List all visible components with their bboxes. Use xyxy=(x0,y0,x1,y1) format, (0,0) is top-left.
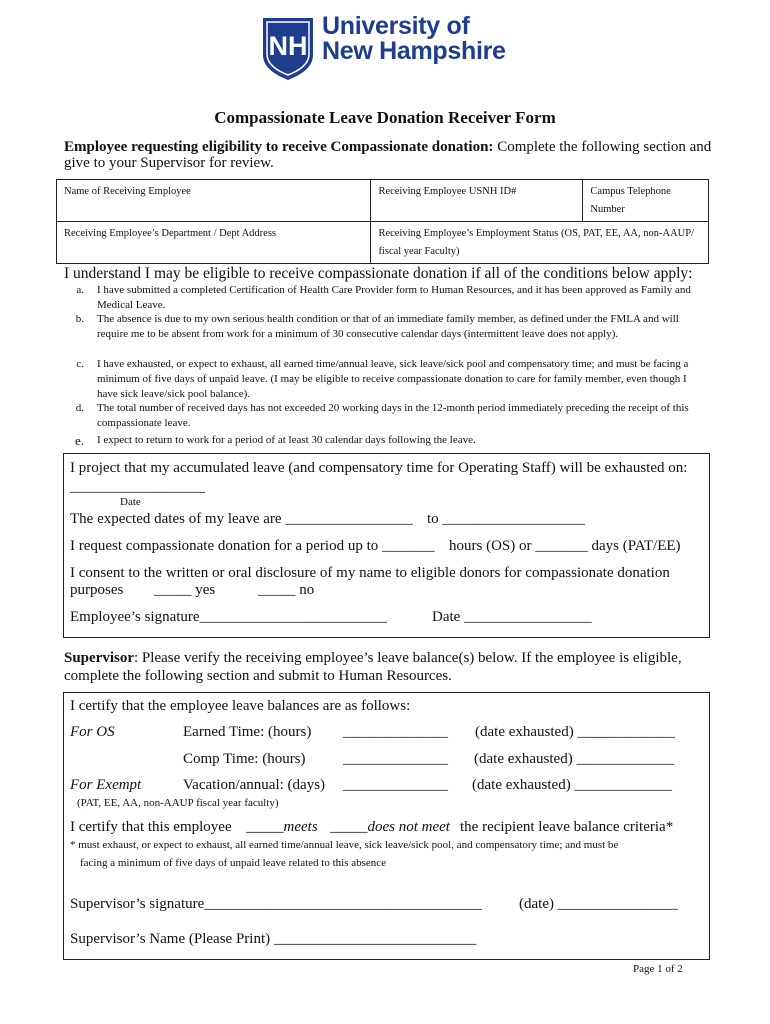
meets-criteria-field[interactable]: _____meets xyxy=(246,819,318,835)
leave-type-earned-time: Earned Time: (hours) xyxy=(183,724,312,740)
receiving-employee-name-field[interactable]: Name of Receiving Employee xyxy=(57,180,371,222)
leave-end-date-field[interactable]: to ___________________ xyxy=(427,511,585,527)
supervisor-signature-field[interactable]: Supervisor’s signature_____________________________________ xyxy=(70,896,482,912)
conditions-heading: I understand I may be eligible to receive compassionate donation if all of the conditions below apply: xyxy=(64,265,693,282)
university-name xyxy=(322,14,506,64)
earned-time-hours-field[interactable]: ______________ xyxy=(343,724,448,740)
exempt-note: (PAT, EE, AA, non-AAUP fiscal year faculty) xyxy=(77,797,279,809)
leave-type-comp-time: Comp Time: (hours) xyxy=(183,751,306,767)
certify-employee-label: I certify that this employee xyxy=(70,819,232,835)
employee-intro-rest: Complete the following section and give to your Supervisor for review. xyxy=(64,139,712,171)
consent-yes-field[interactable]: _____ yes xyxy=(154,582,216,598)
leave-type-vacation: Vacation/annual: (days) xyxy=(183,777,326,793)
certify-balances-heading: I certify that the employee leave balances are as follows: xyxy=(70,698,411,714)
department-address-field[interactable]: Receiving Employee’s Department / Dept Address xyxy=(57,222,371,264)
comp-time-hours-field[interactable]: ______________ xyxy=(343,751,448,767)
form-title: Compassionate Leave Donation Receiver Form xyxy=(214,108,556,127)
hours-days-field[interactable]: hours (OS) or _______ days (PAT/EE) xyxy=(449,538,681,554)
campus-telephone-field[interactable]: Campus Telephone Number xyxy=(583,180,709,222)
exhaustion-date-field[interactable]: __________________ xyxy=(70,479,205,495)
supervisor-name-field[interactable]: Supervisor’s Name (Please Print) ___________________________ xyxy=(70,931,477,947)
criteria-footnote-line2: facing a minimum of five days of unpaid leave related to this absence xyxy=(80,857,387,869)
employee-signature-field[interactable]: Employee’s signature_________________________ xyxy=(70,609,388,625)
consent-purposes: purposes xyxy=(70,582,124,598)
unh-shield-logo xyxy=(262,17,314,81)
employee-signature-date-field[interactable]: Date _________________ xyxy=(432,609,592,625)
group-label-os: For OS xyxy=(70,724,115,740)
criteria-footnote-line1: * must exhaust, or expect to exhaust, all earned time/annual leave, sick leave/sick pool, and compensatory time; and must be xyxy=(70,839,619,851)
employee-info-table xyxy=(56,179,709,264)
criteria-label: the recipient leave balance criteria* xyxy=(460,819,674,835)
leave-start-date-field[interactable]: The expected dates of my leave are _________________ xyxy=(70,511,413,527)
employment-status-field[interactable]: Receiving Employee’s Employment Status (OS, PAT, EE, AA, non-AAUP/ fiscal year Faculty) xyxy=(371,222,709,264)
usnh-id-field[interactable]: Receiving Employee USNH ID# xyxy=(371,180,583,222)
university-name-line2: New Hampshire xyxy=(322,37,506,65)
exhaustion-projection: I project that my accumulated leave (and compensatory time for Operating Staff) will be exhausted on: xyxy=(70,460,688,476)
comp-time-exhausted-field[interactable]: (date exhausted) _____________ xyxy=(474,751,674,767)
date-caption: Date xyxy=(120,496,141,508)
page-number: Page 1 of 2 xyxy=(633,963,683,975)
donation-period-field[interactable]: I request compassionate donation for a period up to _______ xyxy=(70,538,435,554)
supervisor-intro-rest: : Please verify the receiving employee’s leave balance(s) below. If the employee is eligible, complete the following section and submit to Human Resources. xyxy=(64,650,682,684)
vacation-days-field[interactable]: ______________ xyxy=(343,777,448,793)
employee-intro xyxy=(64,139,714,171)
consent-statement: I consent to the written or oral disclosure of my name to eligible donors for compassionate donation xyxy=(70,565,670,581)
earned-time-exhausted-field[interactable]: (date exhausted) _____________ xyxy=(475,724,675,740)
does-not-meet-criteria-field[interactable]: _____does not meet xyxy=(330,819,450,835)
supervisor-intro-bold: Supervisor xyxy=(64,650,135,666)
employee-intro-bold: Employee requesting eligibility to receive Compassionate donation: xyxy=(64,139,494,155)
university-name-line1: University of xyxy=(322,12,470,40)
supervisor-date-field[interactable]: (date) ________________ xyxy=(519,896,678,912)
group-label-exempt: For Exempt xyxy=(70,777,142,793)
consent-no-field[interactable]: _____ no xyxy=(258,582,315,598)
logo-monogram: NH xyxy=(268,31,308,61)
vacation-exhausted-field[interactable]: (date exhausted) _____________ xyxy=(472,777,672,793)
supervisor-intro xyxy=(64,649,714,685)
